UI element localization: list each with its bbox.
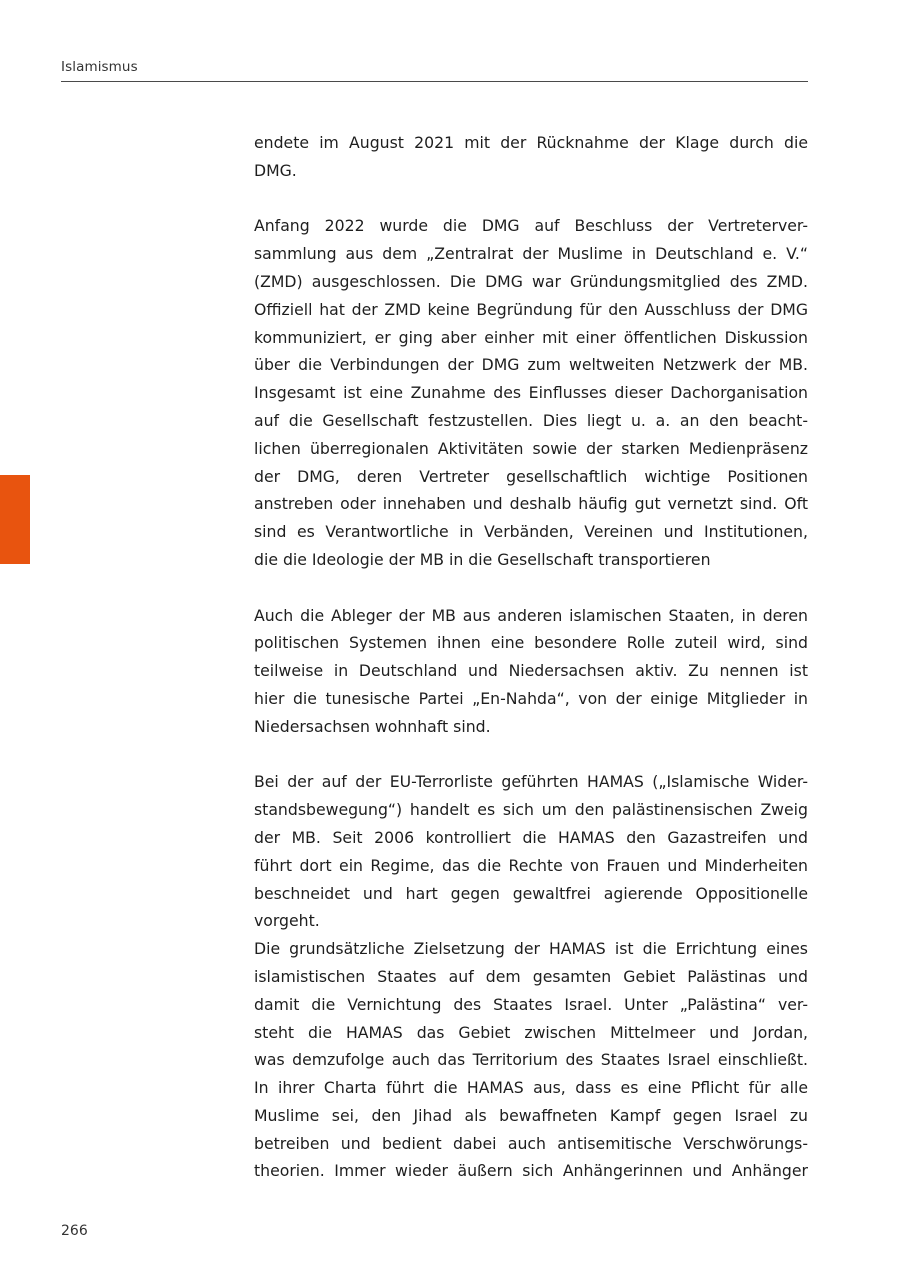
text-line: politischen Systemen ihnen eine besondere Rolle zuteil wird, sind: [254, 633, 808, 653]
text-line: sind es Verantwortliche in Verbänden, Vereinen und Institutionen,: [254, 522, 808, 542]
text-line: DMG.: [254, 160, 297, 180]
paragraph-spacer: [254, 185, 808, 213]
text-line: (ZMD) ausgeschlossen. Die DMG war Gründungsmitglied des ZMD.: [254, 271, 808, 291]
text-line: steht die HAMAS das Gebiet zwischen Mittelmeer und Jordan,: [254, 1022, 808, 1042]
text-line: beschneidet und hart gegen gewaltfrei agierende Oppositionelle: [254, 883, 808, 903]
text-line: was demzufolge auch das Territorium des Staates Israel einschließt.: [254, 1050, 808, 1070]
text-line: standsbewegung“) handelt es sich um den palästinensischen Zweig: [254, 800, 808, 820]
text-line: theorien. Immer wieder äußern sich Anhängerinnen und Anhänger: [254, 1161, 808, 1181]
text-line: kommuniziert, er ging aber einher mit einer öffentlichen Diskussion: [254, 327, 808, 347]
text-line: Muslime sei, den Jihad als bewaffneten Kampf gegen Israel zu: [254, 1105, 808, 1125]
text-line: betreiben und bedient dabei auch antisemitische Verschwörungs-: [254, 1133, 808, 1153]
text-line: der DMG, deren Vertreter gesellschaftlich wichtige Positionen: [254, 466, 808, 486]
text-line: auf die Gesellschaft festzustellen. Dies liegt u. a. an den beacht-: [254, 410, 808, 430]
text-line: In ihrer Charta führt die HAMAS aus, dass es eine Pflicht für alle: [254, 1078, 808, 1098]
text-line: vorgeht.: [254, 911, 320, 931]
text-line: Die grundsätzliche Zielsetzung der HAMAS ist die Errichtung eines: [254, 939, 808, 959]
chapter-tab-marker: [0, 475, 30, 564]
paragraph-spacer: [254, 741, 808, 769]
text-line: lichen überregionalen Aktivitäten sowie der starken Medienpräsenz: [254, 438, 808, 458]
text-line: Insgesamt ist eine Zunahme des Einflusses dieser Dachorganisation: [254, 383, 808, 403]
text-line: Auch die Ableger der MB aus anderen islamischen Staaten, in deren: [254, 605, 808, 625]
text-line: hier die tunesische Partei „En-Nahda“, von der einige Mitglieder in: [254, 688, 808, 708]
header-rule: [61, 81, 808, 82]
page-number: 266: [61, 1223, 88, 1239]
text-line: Offiziell hat der ZMD keine Begründung für den Ausschluss der DMG: [254, 299, 808, 319]
text-line: über die Verbindungen der DMG zum weltweiten Netzwerk der MB.: [254, 355, 808, 375]
body-text: [254, 129, 808, 1185]
text-line: Anfang 2022 wurde die DMG auf Beschluss der Vertreterver-: [254, 216, 808, 236]
text-line: führt dort ein Regime, das die Rechte von Frauen und Minderheiten: [254, 855, 808, 875]
text-line: der MB. Seit 2006 kontrolliert die HAMAS den Gazastreifen und: [254, 827, 808, 847]
paragraph-spacer: [254, 574, 808, 602]
running-header: Islamismus: [61, 59, 138, 75]
text-line: die die Ideologie der MB in die Gesellschaft transportieren: [254, 549, 711, 569]
text-line: Bei der auf der EU-Terrorliste geführten HAMAS („Islamische Wider-: [254, 772, 808, 792]
text-line: damit die Vernichtung des Staates Israel. Unter „Palästina“ ver-: [254, 994, 808, 1014]
text-line: anstreben oder innehaben und deshalb häufig gut vernetzt sind. Oft: [254, 494, 808, 514]
text-line: endete im August 2021 mit der Rücknahme der Klage durch die: [254, 133, 808, 152]
text-line: teilweise in Deutschland und Niedersachsen aktiv. Zu nennen ist: [254, 661, 808, 681]
text-line: sammlung aus dem „Zentralrat der Muslime in Deutschland e. V.“: [254, 244, 808, 264]
text-line: islamistischen Staates auf dem gesamten Gebiet Palästinas und: [254, 966, 808, 986]
text-line: Niedersachsen wohnhaft sind.: [254, 716, 491, 736]
